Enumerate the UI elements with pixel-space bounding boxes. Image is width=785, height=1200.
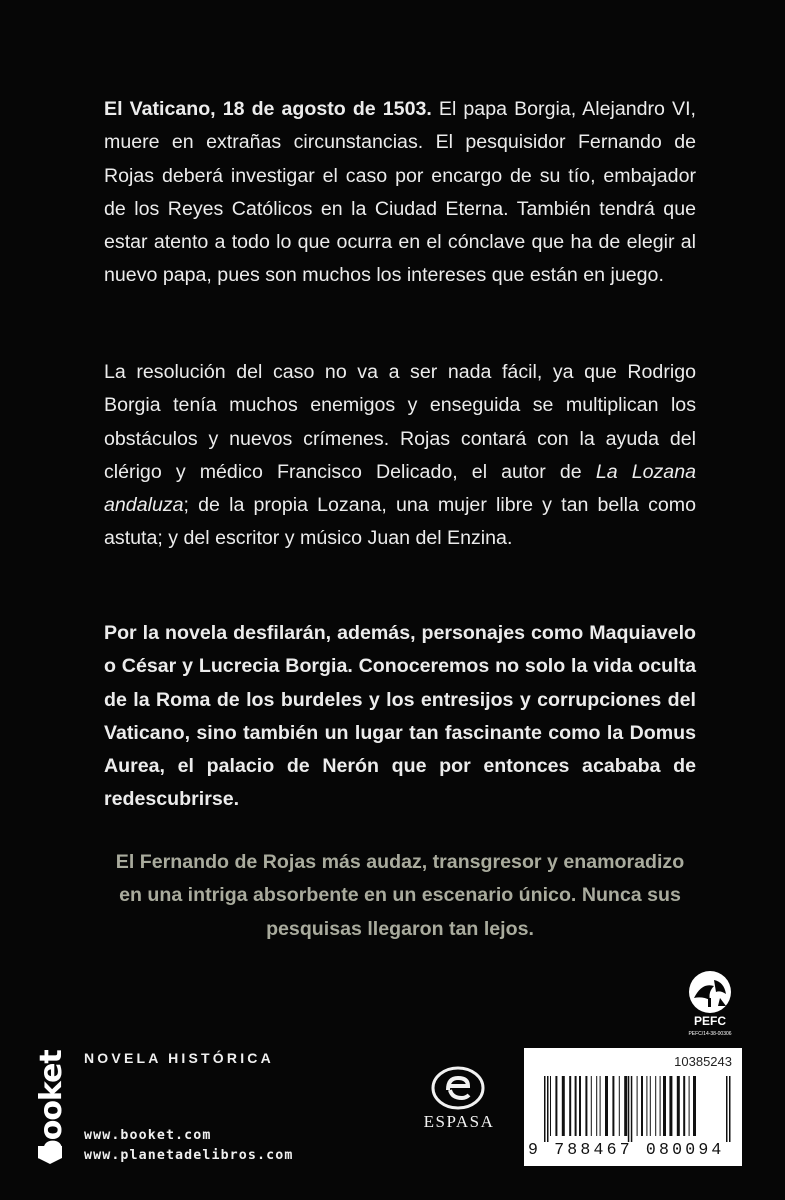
pefc-label: PEFC [693,1014,727,1028]
synopsis-paragraph-2-part-b: ; de la propia Lozana, una mujer libre y tan bella como astuta; y del escritor y músico Juan del Enzina. [104,494,696,550]
barcode-bar [693,1076,696,1136]
barcode-bar [550,1076,551,1136]
barcode-bar [562,1076,565,1136]
barcode-bar [547,1076,549,1142]
barcode-bar [612,1076,614,1136]
barcode-bar [637,1076,638,1136]
synopsis-paragraph-3: Por la novela desfilarán, además, personajes como Maquiavelo o César y Lucrecia Borgia. Conoceremos no solo la vida oculta de la Roma de los burdeles y los entresijos y corrupciones del Vaticano, sino también un lugar tan fascinante como la Domus Aurea, el palacio de Nerón que por entonces acababa de redescubrirse. [104,622,696,811]
genre-label: NOVELA HISTÓRICA [84,1050,274,1066]
barcode-bar [596,1076,597,1136]
tagline: El Fernando de Rojas más audaz, transgresor y enamoradizo en una intriga absorbente en un escenario único. Nunca sus pesquisas llegaron tan lejos. [115,851,685,940]
synopsis-paragraph-1-body: El papa Borgia, Alejandro VI, muere en extrañas circunstancias. El pesquisidor Fernando de Rojas deberá investigar el caso por encargo de su tío, embajador de los Reyes Católicos en la Ciudad Eterna. También tendrá que estar atento a todo lo que ocurra en el cónclave que ha de elegir al nuevo papa, pues son muchos los intereses que están en juego. [104,98,696,287]
pefc-code: PEFC/14-38-00306 [688,1031,732,1037]
barcode-bar [689,1076,690,1136]
booket-logo-text: booket [33,1049,69,1161]
barcode-bar [660,1076,661,1136]
barcode-bar [646,1076,647,1136]
barcode-bar [628,1076,630,1142]
barcode-bar [605,1076,608,1136]
pefc-logo [680,968,740,1038]
barcode-bar [677,1076,680,1136]
synopsis-paragraph-1 [104,93,696,293]
barcode-bar [669,1076,672,1136]
barcode-bar [641,1076,643,1136]
synopsis-paragraph-2 [104,356,696,556]
barcode-bar [619,1076,620,1136]
barcode-bar [650,1076,651,1136]
barcode-reference-number: 10385243 [674,1054,732,1069]
barcode-bar [569,1076,571,1136]
booket-logo-text-wrap [32,1046,70,1164]
barcode-bar [600,1076,601,1136]
barcode-bars [530,1076,740,1142]
espasa-wordmark: ESPASA [423,1112,495,1131]
barcode [524,1048,742,1166]
barcode-bar [655,1076,656,1136]
barcode-bar [575,1076,577,1136]
barcode-bar [729,1076,731,1142]
barcode-bar [591,1076,592,1136]
barcode-bar [683,1076,685,1136]
synopsis-lead: El Vaticano, 18 de agosto de 1503. [104,98,432,120]
book-title-reference: La Lozana andaluza [104,460,696,517]
synopsis-paragraph-2-part-a: La resolución del caso no va a ser nada fácil, ya que Rodrigo Borgia tenía muchos enemigos y enseguida se multiplican los obstáculos y nuevos crímenes. Rojas contará con la ayuda del clérigo y médico Francisco Delicado, el autor de [104,361,696,483]
barcode-bar [579,1076,581,1136]
espasa-logo-icon [430,1064,486,1112]
booket-url[interactable]: www.booket.com [84,1128,212,1143]
barcode-bar [585,1076,587,1136]
barcode-bar [631,1076,633,1142]
barcode-bar [555,1076,557,1136]
planeta-url[interactable]: www.planetadelibros.com [84,1148,294,1163]
barcode-bar [544,1076,546,1142]
barcode-bar [663,1076,666,1136]
barcode-bar [624,1076,627,1136]
isbn-digits: 9 788467 080094 [528,1140,725,1159]
barcode-bar [726,1076,728,1142]
